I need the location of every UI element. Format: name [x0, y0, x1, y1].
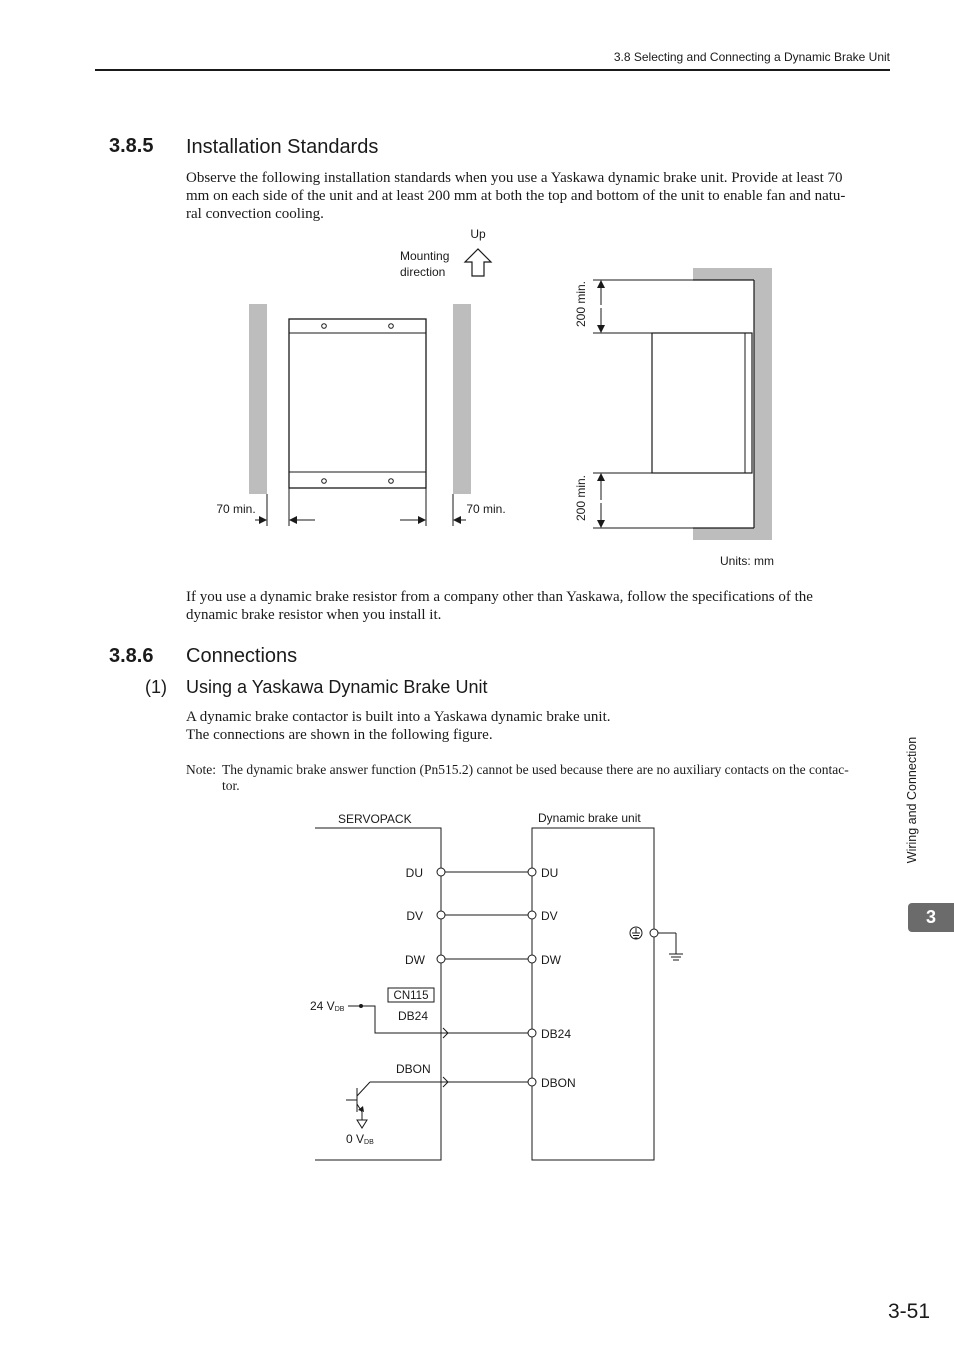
bottom-200-min-label: 200 min.	[574, 474, 588, 522]
mounting-direction-line-1: Mounting	[400, 249, 450, 263]
protective-earth-icon	[630, 927, 642, 939]
page-number: 3-51	[887, 1300, 930, 1323]
after-line: dynamic brake resistor when you install it.	[186, 607, 442, 623]
servopack-terminal-du: DU	[405, 866, 423, 880]
right-70-min-label: 70 min.	[466, 502, 506, 516]
left-neighbor-wall	[249, 304, 267, 494]
unit-terminal-dv: DV	[541, 909, 558, 923]
brake-unit-front-view	[289, 319, 426, 488]
section-3-8-6-title: Connections	[186, 645, 298, 667]
note-label: Note:	[186, 762, 216, 777]
side-clearance-dimensions	[255, 488, 466, 526]
units-label: Units: mm	[720, 554, 774, 568]
terminal-circles	[437, 868, 658, 1086]
up-arrow-icon	[465, 249, 491, 276]
supply-0v-label: 0 VDB	[346, 1132, 374, 1146]
after-line: If you use a dynamic brake resistor from a company other than Yaskawa, follow the specifications of the	[186, 589, 813, 605]
top-200-min-label: 200 min.	[574, 280, 588, 328]
intro-line: ral convection cooling.	[186, 206, 324, 222]
note-text	[222, 762, 890, 794]
section-3-8-5-after-text	[186, 588, 892, 624]
cn115-label: CN115	[393, 990, 429, 1002]
subsection-number: (1)	[145, 677, 167, 697]
note-line: tor.	[222, 778, 240, 793]
mounting-direction-line-2: direction	[400, 265, 446, 279]
section-3-8-6-number: 3.8.6	[109, 645, 154, 667]
right-neighbor-wall	[453, 304, 471, 494]
servopack-label: SERVOPACK	[338, 812, 412, 826]
chapter-number-tab[interactable]: 3	[908, 903, 954, 932]
intro-line: mm on each side of the unit and at least 200 mm at both the top and bottom of the unit to enable fan and natu-	[186, 188, 846, 204]
unit-terminal-dw: DW	[541, 953, 561, 967]
body-line: The connections are shown in the following figure.	[186, 727, 493, 743]
note-line: The dynamic brake answer function (Pn515.2) cannot be used because there are no auxiliary contacts on the contac-	[222, 762, 849, 777]
unit-terminal-du: DU	[541, 866, 559, 880]
section-3-8-6-body	[186, 708, 610, 744]
servopack-terminal-dv: DV	[406, 909, 423, 923]
body-line: A dynamic brake contactor is built into a Yaskawa dynamic brake unit.	[186, 709, 611, 725]
signal-db24-label: DB24	[398, 1009, 429, 1023]
unit-terminal-dbon: DBON	[541, 1076, 576, 1090]
unit-terminal-db24: DB24	[541, 1027, 572, 1041]
header-rule	[95, 69, 890, 71]
servopack-terminal-dw: DW	[405, 953, 425, 967]
intro-line: Observe the following installation standards when you use a Yaskawa dynamic brake unit. Provide at least 70	[186, 170, 843, 186]
left-70-min-label: 70 min.	[216, 502, 256, 516]
connection-wiring-diagram	[0, 800, 954, 1180]
brake-unit-label: Dynamic brake unit	[538, 811, 641, 825]
up-label: Up	[470, 227, 486, 241]
signal-dbon-label: DBON	[396, 1062, 431, 1076]
running-header: 3.8 Selecting and Connecting a Dynamic Brake Unit	[613, 50, 890, 64]
section-3-8-5-title: Installation Standards	[186, 136, 379, 158]
supply-24v-label: 24 VDB	[310, 999, 345, 1013]
section-3-8-5-intro	[186, 169, 892, 223]
section-3-8-5-number: 3.8.5	[109, 135, 154, 157]
subsection-title: Using a Yaskawa Dynamic Brake Unit	[186, 677, 488, 697]
brake-unit-side-view	[652, 333, 752, 473]
installation-clearance-figure	[0, 220, 954, 580]
